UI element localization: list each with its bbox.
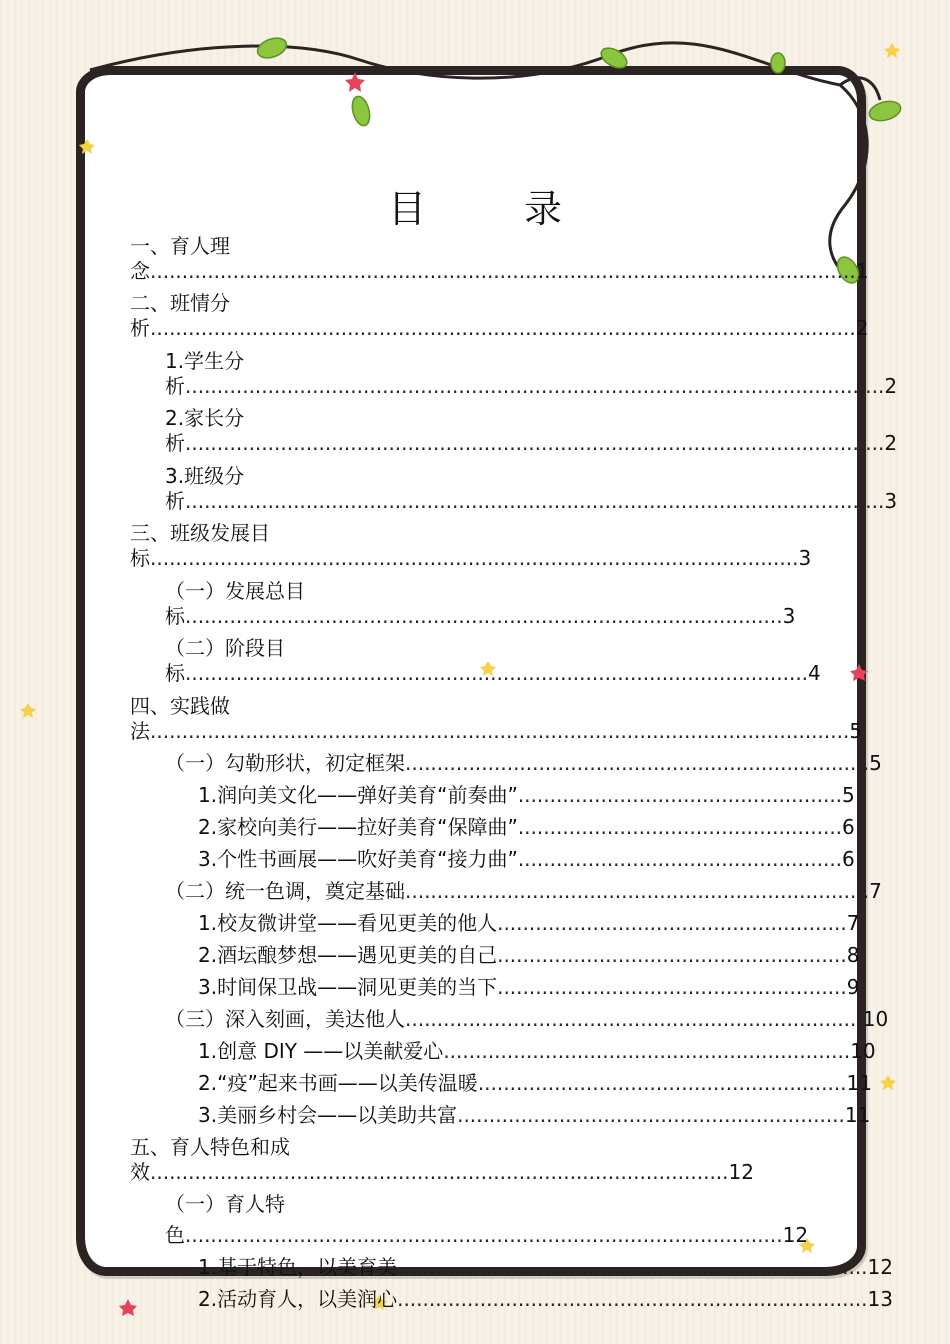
toc-entry-continuation[interactable]: 法..............................................................................................................5 [130, 719, 863, 743]
toc-entry-continuation[interactable]: 析...............................................................................................................2 [130, 316, 869, 340]
toc-entry-continuation[interactable]: 标..............................................................................................3 [165, 604, 796, 628]
toc-entry-continuation[interactable]: 念...............................................................................................................1 [130, 259, 869, 283]
toc-entry-heading: （二）阶段目 [165, 636, 285, 660]
page-title: 目 录 [387, 187, 592, 231]
toc-entry-continuation[interactable]: 色..............................................................................................12 [165, 1223, 809, 1247]
toc-entry[interactable]: 3.时间保卫战——洞见更美的当下.......................................................9 [198, 975, 860, 999]
toc-entry-heading: 四、实践做 [130, 694, 230, 718]
toc-entry-heading: （一）育人特 [165, 1192, 285, 1216]
toc-entry[interactable]: （二）统一色调，奠定基础.........................................................................7 [165, 879, 882, 903]
toc-entry-heading: 一、育人理 [130, 234, 230, 258]
toc-entry[interactable]: 2.活动育人，以美润心..........................................................................13 [198, 1287, 893, 1311]
toc-entry-heading: 三、班级发展目 [130, 521, 270, 545]
toc-entry[interactable]: 2.酒坛酿梦想——遇见更美的自己.......................................................8 [198, 943, 860, 967]
toc-entry-heading: 五、育人特色和成 [130, 1135, 290, 1159]
toc-entry[interactable]: （一）勾勒形状，初定框架.........................................................................5 [165, 751, 882, 775]
toc-entry[interactable]: 2.“疫”起来书画——以美传温暖..........................................................11 [198, 1071, 872, 1095]
toc-entry-heading: 3.班级分 [165, 464, 245, 488]
toc-entry-continuation[interactable]: 析..............................................................................................................2 [165, 374, 898, 398]
toc-entry-continuation[interactable]: 标..................................................................................................4 [165, 661, 821, 685]
toc-entry-continuation[interactable]: 析..............................................................................................................2 [165, 431, 898, 455]
toc-entry[interactable]: 1.校友微讲堂——看见更美的他人.......................................................7 [198, 911, 860, 935]
toc-entry[interactable]: 3.个性书画展——吹好美育“接力曲”...................................................6 [198, 847, 855, 871]
toc-entry-continuation[interactable]: 标......................................................................................................3 [130, 546, 812, 570]
toc-entry-heading: （一）发展总目 [165, 579, 305, 603]
toc-entry[interactable]: 1.创意 DIY ——以美献爱心................................................................10 [198, 1039, 876, 1063]
toc-entry[interactable]: 2.家校向美行——拉好美育“保障曲”...................................................6 [198, 815, 855, 839]
toc-entry-continuation[interactable]: 效...........................................................................................12 [130, 1160, 754, 1184]
toc-entry-continuation[interactable]: 析..............................................................................................................3 [165, 489, 898, 513]
toc-entry[interactable]: 1.基于特色，以美育美..........................................................................12 [198, 1255, 893, 1279]
toc-entry-heading: 2.家长分 [165, 406, 245, 430]
toc-entry[interactable]: 3.美丽乡村会——以美助共富.............................................................11 [198, 1103, 871, 1127]
toc-entry[interactable]: 1.润向美文化——弹好美育“前奏曲”...................................................5 [198, 783, 855, 807]
toc-entry[interactable]: （三）深入刻画，美达他人........................................................................10 [165, 1007, 889, 1031]
toc-entry-heading: 二、班情分 [130, 291, 230, 315]
toc-entry-heading: 1.学生分 [165, 349, 245, 373]
